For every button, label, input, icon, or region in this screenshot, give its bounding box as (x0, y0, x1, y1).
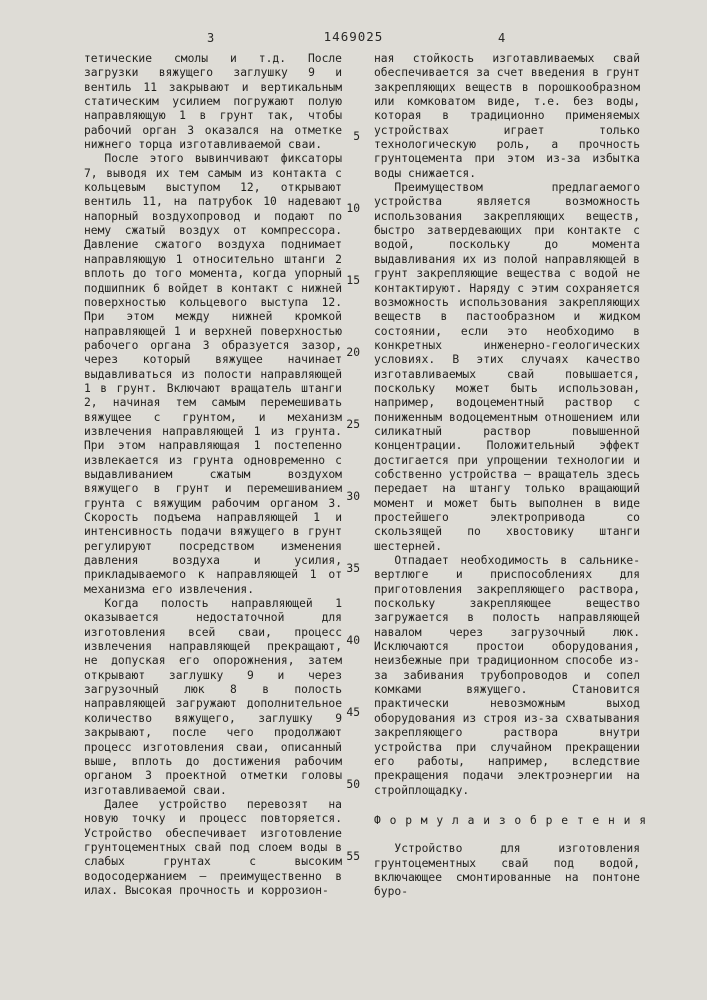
line-number: 30 (346, 490, 360, 503)
line-number: 25 (346, 418, 360, 431)
line-number: 5 (353, 130, 360, 143)
paragraph: Преимуществом предлагаемого устройства является возможность использования закрепляющих веществ, быстро затвердевающих при контакте с водой, поскольку до момента выдавливания их из полой направляющей в грунт закрепляющие вещества с водой не контактируют. Наряду с этим сохраняется возможность использования закрепляющих веществ в пастообразном и жидком состоянии, если это необходимо в конкретных инженерно-геологических условиях. В этих случаях качество изготавливаемых свай повышается, поскольку может быть использован, например, водоцементный раствор с пониженным водоцементным отношением или силикатный раствор повышенной концентрации. Положительный эффект достигается при упрощении технологии и собственно устройства — вращатель здесь передает на штангу только вращающий момент и может быть выполнен в виде простейшего электропривода со скользящей по хвостовику штанги шестерней. (374, 181, 640, 553)
right-column (374, 52, 648, 900)
line-number: 55 (346, 850, 360, 863)
paragraph: Когда полость направляющей 1 оказывается недостаточной для изготовления всей сваи, процесс извлечения направляющей прекращают, не допуская его опорожнения, затем открывают заглушку 9 и через загрузочный люк 8 в полость направляющей загружают дополнительное количество вяжущего, заглушку 9 закрывают, после чего продолжают процесс изготовления сваи, описанный выше, вплоть до достижения рабочим органом 3 проектной отметки головы изготавливаемой сваи. (84, 597, 342, 797)
line-number: 50 (346, 778, 360, 791)
paragraph: тетические смолы и т.д. После загрузки вяжущего заглушку 9 и вентиль 11 закрывают и вертикальным статическим усилием погружают полую направляющую 1 в грунт так, чтобы рабочий орган 3 оказался на отметке нижнего торца изготавливаемой сваи. (84, 52, 342, 152)
right-page-number: 4 (498, 31, 506, 45)
line-number: 40 (346, 634, 360, 647)
left-page-number: 3 (207, 31, 215, 45)
paragraph: Далее устройство перевозят на новую точку и процесс повторяется. Устройство обеспечивает изготовление грунтоцементных свай под слоем воды в слабых грунтах с высоким водосодержанием — преимущественно в илах. Высокая прочность и коррозион- (84, 797, 342, 897)
paragraph: Отпадает необходимость в сальнике-вертлюге и приспособлениях для приготовления закрепляющего раствора, поскольку закрепляющее вещество загружается в полость направляющей навалом через загрузочный люк. Исключаются простои оборудования, неизбежные при традиционном способе из-за забивания трубопроводов и сопел комками вяжущего. Становится практически невозможным выход оборудования из строя из-за схватывания закрепляющего раствора внутри устройства при случайном прекращении его работы, например, вследствие прекращения подачи электроэнергии на стройплощадку. (374, 554, 640, 797)
line-number: 45 (346, 706, 360, 719)
paragraph: ная стойкость изготавливаемых свай обеспечивается за счет введения в грунт закрепляющих веществ в порошкообразном или комковатом виде, т.е. без воды, которая в традиционно применяемых устройствах играет только технологическую роль, а прочность грунтоцемента при этом из-за избытка воды снижается. (374, 52, 640, 180)
document-number: 1469025 (323, 29, 384, 44)
formula-paragraph: Устройство для изготовления грунтоцементных свай под водой, включающее смонтированные на понтоне буро- (374, 842, 640, 899)
line-number: 20 (346, 346, 360, 359)
formula-heading: Ф о р м у л а и з о б р е т е н и я (374, 813, 648, 827)
line-number: 10 (346, 202, 360, 215)
line-number: 15 (346, 274, 360, 287)
left-column (84, 52, 342, 898)
paragraph: После этого вывинчивают фиксаторы 7, выводя их тем самым из контакта с кольцевым выступом 12, открывают вентиль 11, на патрубок 10 надевают напорный воздухопровод и подают по нему сжатый воздух от компрессора. Давление сжатого воздуха поднимает направляющую 1 относительно штанги 2 вплоть до того момента, когда упорный подшипник 6 войдет в контакт с нижней поверхностью кольцевого выступа 12. При этом между нижней кромкой направляющей 1 и верхней поверхностью рабочего органа 3 образуется зазор, через который вяжущее начинает выдавливаться из полости направляющей 1 в грунт. Включают вращатель штанги 2, начиная тем самым перемешивать вяжущее с грунтом, и механизм извлечения направляющей 1 из грунта. При этом направляющая 1 постепенно извлекается из грунта одновременно с выдавливанием сжатым воздухом вяжущего в грунт и перемешиванием грунта с вяжущим рабочим органом 3. Скорость подъема направляющей 1 и интенсивность подачи вяжущего в грунт регулируют посредством изменения давления воздуха и усилия, прикладываемого к направляющей 1 от механизма его извлечения. (84, 152, 342, 596)
line-number: 35 (346, 562, 360, 575)
